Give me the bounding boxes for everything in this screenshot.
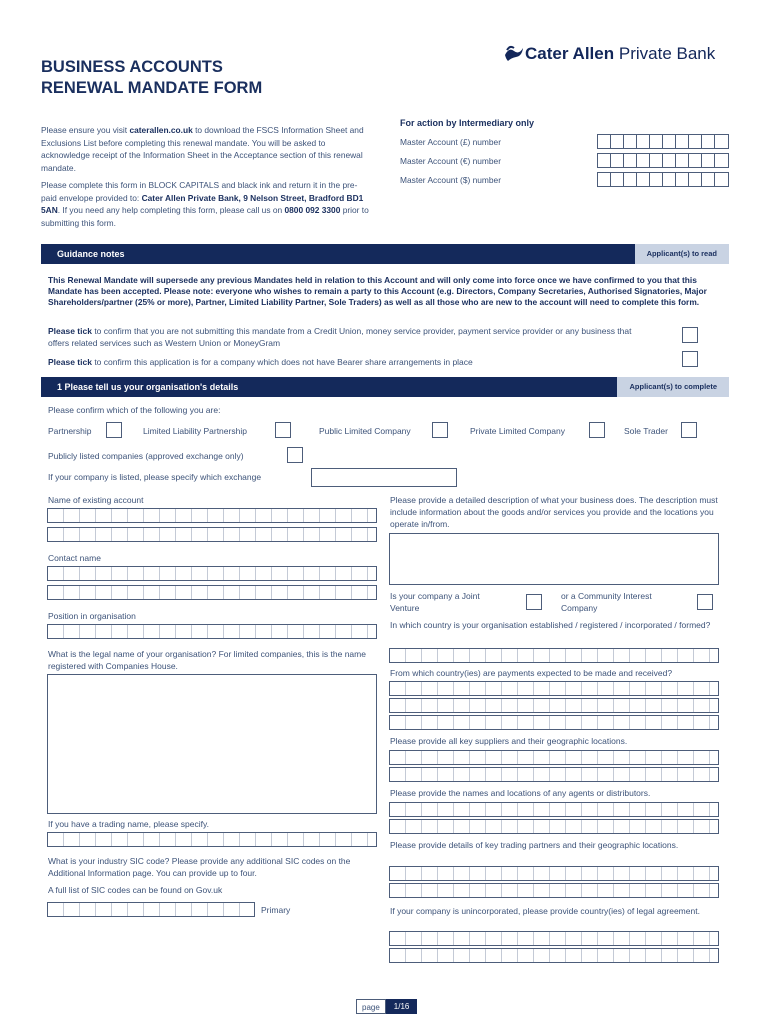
guidance-paragraph: This Renewal Mandate will supersede any previous Mandates held in relation to this Account and will only come into force once we have confirmed to you that this Mandate has been accepted. Please note: everyone who wishes to remain a party to this Account (e.g. Directors, Company Secretaries, Authorised Signatories, Major Shareholders/partner (25% or more), Partner, Limited Liability Partner, Sole Traders) as well as all those who are new to the account will need to complete this form. (48, 275, 707, 307)
master-account-eur-label: Master Account (€) number (400, 156, 502, 166)
country-established-input[interactable] (389, 648, 719, 663)
legal-name-input[interactable] (47, 674, 377, 814)
tick-credit-union-checkbox[interactable] (682, 327, 698, 343)
master-account-usd-input[interactable] (597, 172, 729, 187)
existing-account-input-1[interactable] (47, 508, 377, 523)
bank-logo: Cater Allen Private Bank (503, 44, 715, 64)
payments-countries-label: From which country(ies) are payments expected to be made and received? (390, 668, 673, 678)
master-account-gbp-input[interactable] (597, 134, 729, 149)
community-interest-label: or a Community Interest Company (561, 591, 652, 613)
contact-name-input-2[interactable] (47, 585, 377, 600)
trading-name-label: If you have a trading name, please specify. (48, 819, 209, 829)
type-llp-label: Limited Liability Partnership (143, 426, 247, 436)
website-link[interactable]: caterallen.co.uk (129, 125, 193, 135)
sic-primary-input[interactable] (47, 902, 255, 917)
unincorporated-input-1[interactable] (389, 931, 719, 946)
sic-list-label: A full list of SIC codes can be found on Gov.uk (48, 885, 223, 895)
sic-code-label: What is your industry SIC code? Please provide any additional SIC codes on the Additional Information page. You can provide up to four. (48, 856, 351, 878)
intro-paragraph-1: Please ensure you visit caterallen.co.uk to download the FSCS Information Sheet and Exclusions List before completing this renewal mandate. You will be asked to acknowledge receipt of the Information Sheet in the Acceptance section of this renewal mandate. (41, 125, 364, 173)
type-partnership-label: Partnership (48, 426, 92, 436)
suppliers-input-2[interactable] (389, 767, 719, 782)
type-sole-trader-label: Sole Trader (624, 426, 668, 436)
agents-input-1[interactable] (389, 802, 719, 817)
tick-credit-union-label: Please tick to confirm that you are not submitting this mandate from a Credit Union, money service provider, payment service provider or any business that offers related services such as Western Union or MoneyGram (48, 326, 632, 348)
page-title: BUSINESS ACCOUNTS RENEWAL MANDATE FORM (41, 58, 263, 97)
page-number: 1/16 (386, 999, 418, 1014)
type-sole-trader-checkbox[interactable] (681, 422, 697, 438)
payments-countries-input-3[interactable] (389, 715, 719, 730)
page-label: page (356, 999, 386, 1014)
suppliers-input-1[interactable] (389, 750, 719, 765)
section-1-bar: 1 Please tell us your organisation's details Applicant(s) to complete (41, 377, 729, 397)
type-private-ltd-checkbox[interactable] (589, 422, 605, 438)
page-indicator (356, 999, 417, 1014)
master-account-usd-label: Master Account ($) number (400, 175, 502, 185)
logo-mark-icon (503, 45, 525, 63)
type-private-ltd-label: Private Limited Company (470, 426, 565, 436)
trading-name-input[interactable] (47, 832, 377, 847)
publicly-listed-label: Publicly listed companies (approved exchange only) (48, 451, 244, 461)
confirm-type-label: Please confirm which of the following you are: (48, 405, 221, 415)
trading-partners-label: Please provide details of key trading partners and their geographic locations. (390, 840, 679, 850)
agents-input-2[interactable] (389, 819, 719, 834)
intro-paragraph-2: Please complete this form in BLOCK CAPITALS and black ink and return it in the pre-paid envelope provided to: Cater Allen Private Bank, 9 Nelson Street, Bradford BD1 5AN. If you need any help completing this form, please call us on 0800 092 3300 prior to submitting this form. (41, 180, 369, 228)
tick-bearer-share-checkbox[interactable] (682, 351, 698, 367)
payments-countries-input-1[interactable] (389, 681, 719, 696)
master-account-gbp-label: Master Account (£) number (400, 137, 502, 147)
business-description-label: Please provide a detailed description of what your business does. The description must include information about the goods and/or services you provide and the locations you operate in/from. (390, 495, 718, 529)
unincorporated-input-2[interactable] (389, 948, 719, 963)
legal-name-label: What is the legal name of your organisation? For limited companies, this is the name registered with Companies House. (48, 649, 366, 671)
applicants-to-complete-tag: Applicant(s) to complete (617, 377, 729, 397)
unincorporated-label: If your company is unincorporated, please provide country(ies) of legal agreement. (390, 906, 700, 916)
position-input[interactable] (47, 624, 377, 639)
suppliers-label: Please provide all key suppliers and their geographic locations. (390, 736, 628, 746)
type-partnership-checkbox[interactable] (106, 422, 122, 438)
existing-account-input-2[interactable] (47, 527, 377, 542)
type-llp-checkbox[interactable] (275, 422, 291, 438)
trading-partners-input-1[interactable] (389, 866, 719, 881)
intermediary-heading: For action by Intermediary only (400, 118, 535, 128)
contact-name-label: Contact name (48, 553, 101, 563)
joint-venture-checkbox[interactable] (526, 594, 542, 610)
community-interest-checkbox[interactable] (697, 594, 713, 610)
applicants-to-read-tag: Applicant(s) to read (635, 244, 729, 264)
existing-account-label: Name of existing account (48, 495, 144, 505)
country-established-label: In which country is your organisation established / registered / incorporated / formed? (390, 620, 711, 630)
type-plc-label: Public Limited Company (319, 426, 411, 436)
publicly-listed-checkbox[interactable] (287, 447, 303, 463)
sic-primary-label: Primary (261, 905, 291, 915)
contact-name-input-1[interactable] (47, 566, 377, 581)
master-account-eur-input[interactable] (597, 153, 729, 168)
payments-countries-input-2[interactable] (389, 698, 719, 713)
tick-bearer-share-label: Please tick to confirm this application is for a company which does not have Bearer share arrangements in place (48, 357, 473, 367)
agents-label: Please provide the names and locations of any agents or distributors. (390, 788, 651, 798)
joint-venture-label: Is your company a Joint Venture (390, 591, 480, 613)
type-plc-checkbox[interactable] (432, 422, 448, 438)
exchange-label: If your company is listed, please specify which exchange (48, 472, 262, 482)
business-description-input[interactable] (389, 533, 719, 585)
exchange-input[interactable] (311, 468, 457, 487)
guidance-notes-bar: Guidance notes Applicant(s) to read (41, 244, 729, 264)
position-label: Position in organisation (48, 611, 136, 621)
trading-partners-input-2[interactable] (389, 883, 719, 898)
